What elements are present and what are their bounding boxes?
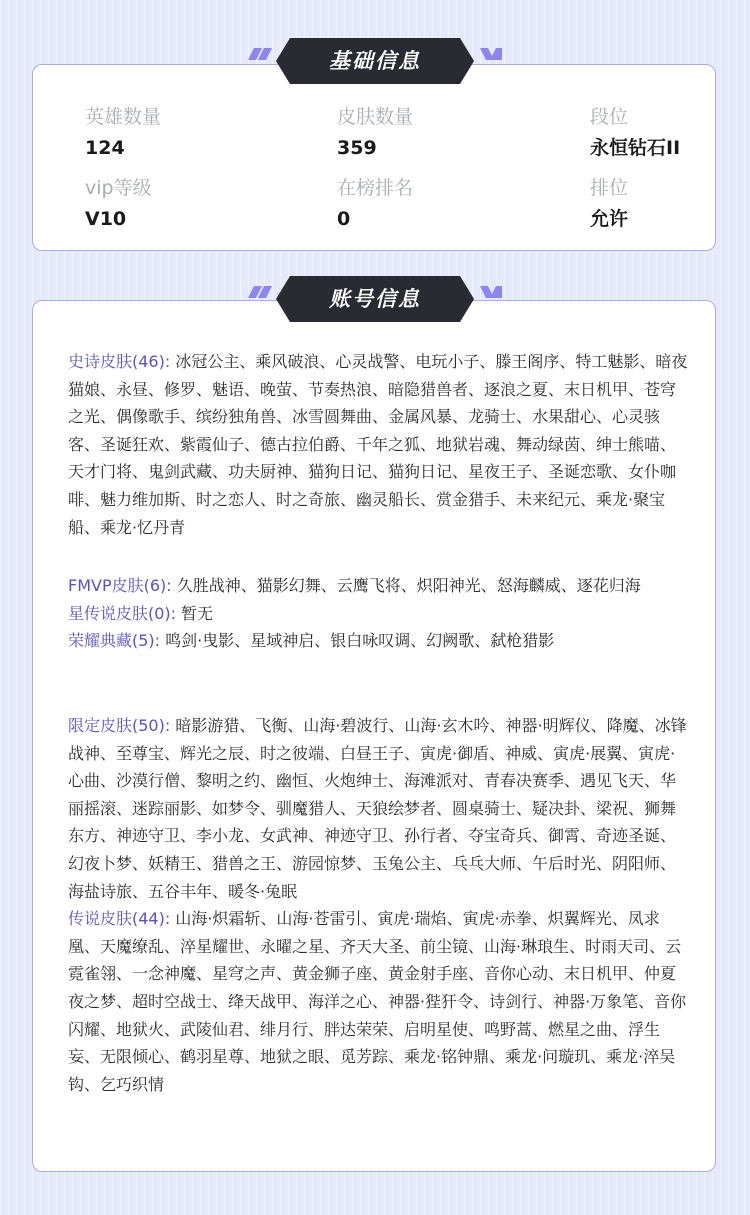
- limited-skins-list: 暗影游猎、飞衡、山海·碧波行、山海·玄木吟、神器·明辉仪、降魔、冰锋战神、至尊宝、辉光之辰、时之彼端、白昼王子、寅虎·御盾、神威、寅虎·展翼、寅虎·心曲、沙漠行僧、黎明之约、幽恒、火炮绅士、海滩派对、青春决赛季、遇见飞天、华丽摇滚、迷踪丽影、如梦令、驯魔猎人、天狼绘梦者、圆桌骑士、疑决卦、梁祝、狮舞东方、神迹守卫、李小龙、女武神、神迹守卫、孙行者、夺宝奇兵、御霄、奇迹圣诞、幻夜卜梦、妖精王、猎兽之王、游园惊梦、玉兔公主、乓乓大师、午后时光、阴阳师、海盐诗旅、五谷丰年、暖冬·兔眠: [68, 716, 687, 901]
- stat-value: 允许: [590, 208, 629, 230]
- stat-label: vip等级: [85, 177, 152, 199]
- account-info-title: 账号信息: [329, 287, 421, 311]
- fmvp-skins-list: 久胜战神、猫影幻舞、云鹰飞将、炽阳神光、怒海麟威、逐花归海: [176, 576, 641, 595]
- basic-info-header: [248, 38, 502, 84]
- stat-label: 英雄数量: [85, 106, 162, 128]
- hero-count-stat: [85, 105, 161, 160]
- leaderboard-rank-stat: [337, 176, 413, 231]
- glory-collection-list: 鸣剑·曳影、星域神启、银白咏叹调、幻阙歌、弑枪猎影: [165, 631, 555, 651]
- epic-skins-section: [68, 348, 690, 541]
- legend-skins-label: 传说皮肤(44):: [68, 909, 171, 929]
- epic-skins-list: 冰冠公主、乘风破浪、心灵战警、电玩小子、滕王阁序、特工魅影、暗夜猫娘、永昼、修罗、魅语、晚萤、节奏热浪、暗隐猎兽者、逐浪之夏、末日机甲、苍穹之光、偶像歌手、缤纷独角兽、冰雪圆舞曲、金属风暴、龙骑士、水果甜心、心灵骇客、圣诞狂欢、紫霞仙子、德古拉伯爵、千年之狐、地狱岩魂、舞动绿茵、绅士熊喵、天才门将、鬼剑武藏、功夫厨神、猫狗日记、猫狗日记、星夜王子、圣诞恋歌、女仆咖啡、魅力维加斯、时之恋人、时之奇旅、幽灵船长、赏金猎手、未来纪元、乘龙·聚宝船、乘龙·忆丹青: [68, 352, 688, 537]
- epic-skins-label: 史诗皮肤(46):: [68, 352, 171, 371]
- fmvp-skins-section: [68, 572, 690, 655]
- rank-tier-stat: [590, 105, 680, 160]
- stat-value: 永恒钻石II: [590, 137, 681, 159]
- fmvp-skins-label: FMVP皮肤(6):: [68, 576, 172, 595]
- star-legend-skins-label: 星传说皮肤(0):: [68, 603, 177, 623]
- limited-skins-label: 限定皮肤(50):: [68, 716, 171, 735]
- basic-info-panel: [32, 64, 716, 251]
- stat-label: 段位: [590, 106, 629, 128]
- stat-value: 359: [337, 137, 377, 159]
- stat-value: 0: [337, 208, 351, 230]
- glory-collection-label: 荣耀典藏(5):: [68, 631, 161, 651]
- basic-info-title: 基础信息: [329, 49, 421, 73]
- stat-label: 排位: [590, 177, 629, 199]
- stat-value: 124: [85, 137, 125, 159]
- legend-skins-list: 山海·炽霜斩、山海·苍雷引、寅虎·瑞焰、寅虎·赤拳、炽翼辉光、凤求凰、天魔缭乱、淬星耀世、永曜之星、齐天大圣、前尘镜、山海·琳琅生、时雨天司、云霓雀翎、一念神魔、星穹之声、黄金狮子座、黄金射手座、音你心动、末日机甲、仲夏夜之梦、超时空战士、绛天战甲、海洋之心、神器·狴犴令、诗剑行、神器·万象笔、音你闪耀、地狱火、武陵仙君、绯月行、胖达荣荣、启明星使、鸣野蒿、燃星之曲、浮生妄、无限倾心、鹤羽星尊、地狱之眼、觅芳踪、乘龙·铭钟鼎、乘龙·问璇玑、乘龙·淬吴钩、乞巧织情: [68, 909, 687, 1094]
- ranked-permission-stat: [590, 176, 628, 231]
- stat-label: 在榜排名: [337, 177, 414, 199]
- skin-count-stat: [337, 105, 413, 160]
- stat-value: V10: [85, 208, 127, 230]
- vip-level-stat: [85, 176, 152, 231]
- limited-skins-section: [68, 712, 690, 1098]
- stat-label: 皮肤数量: [337, 106, 414, 128]
- star-legend-skins-list: 暂无: [181, 603, 214, 623]
- account-info-header: [248, 276, 502, 322]
